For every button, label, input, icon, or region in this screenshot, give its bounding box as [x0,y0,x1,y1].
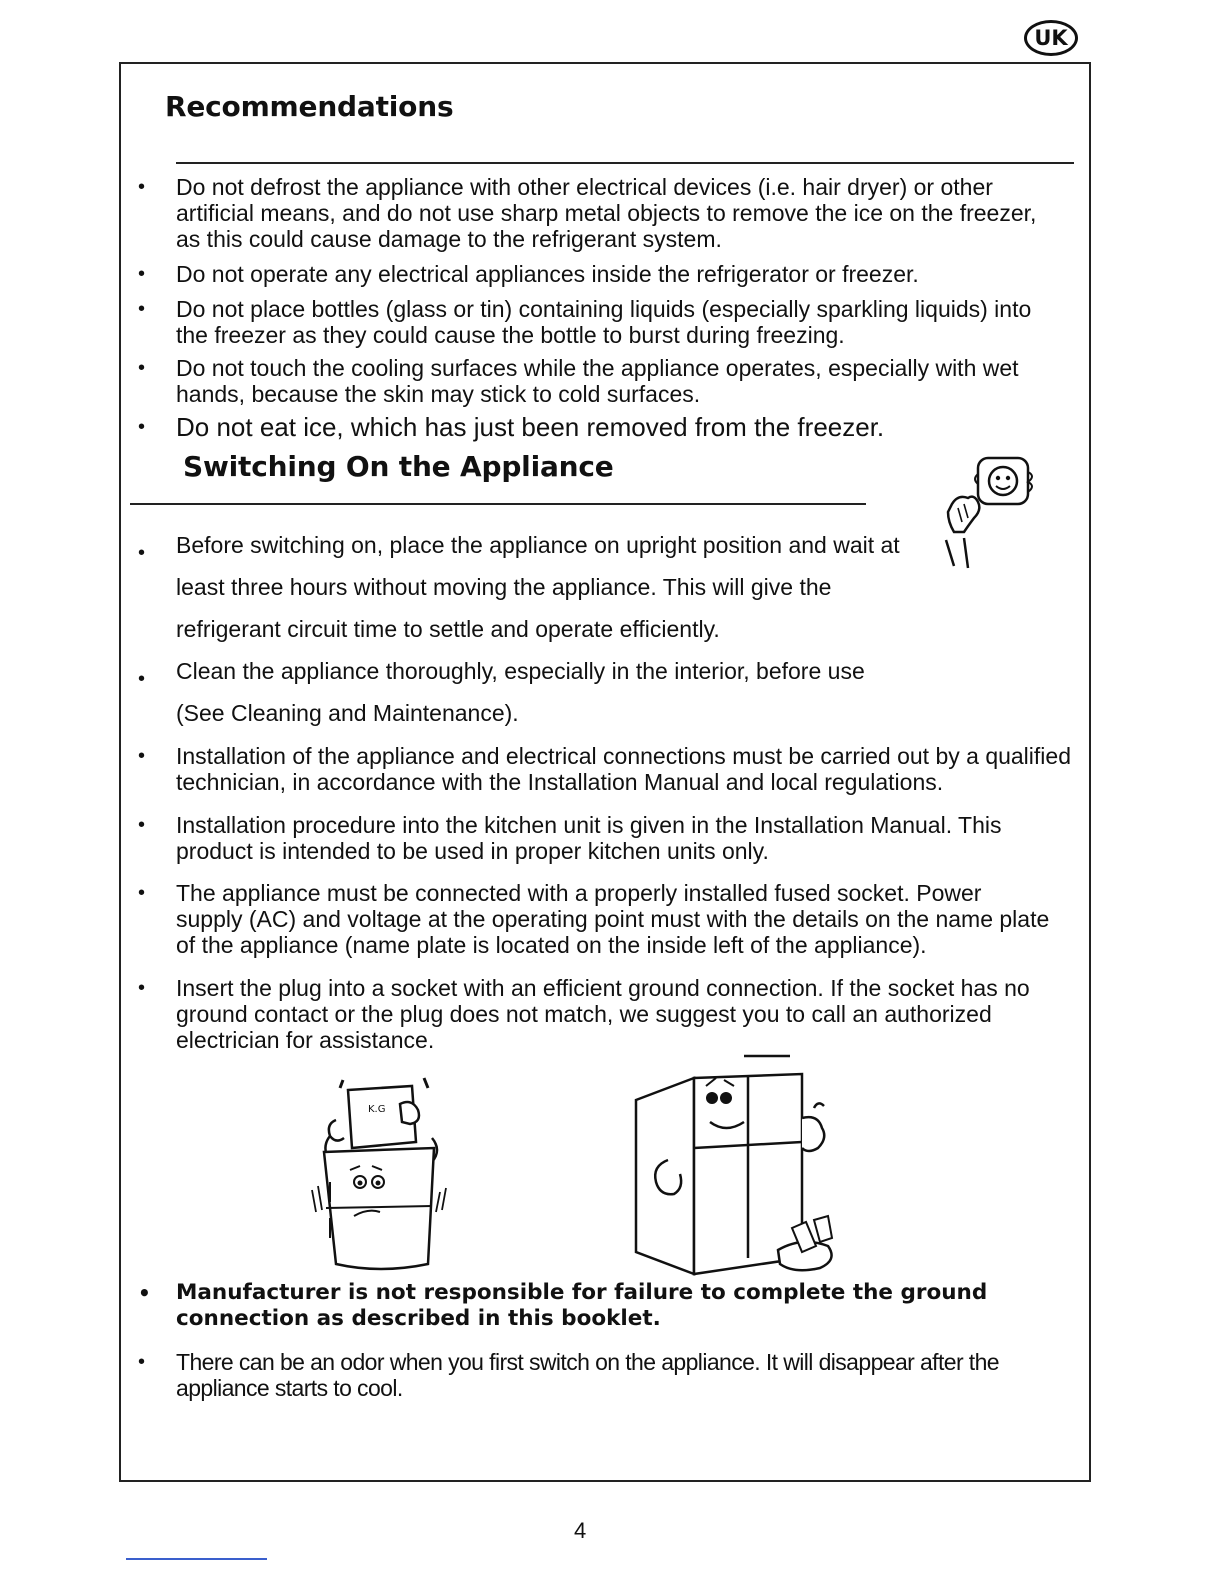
bullet-icon: • [138,1281,151,1305]
bullet-icon: • [138,814,146,836]
list-item: • The appliance must be connected with a properly installed fused socket. Power supply (AC) and voltage at the operating point must with the details on the name plate of the appliance (name plate is located on the inside left of the appliance). [138,880,1050,958]
region-badge: UK [1024,20,1078,56]
list-item: • Before switching on, place the appliance on upright position and wait at least three hours without moving the appliance. This will give the refrigerant circuit time to settle and operate efficiently. [138,532,900,642]
hand-plugging-socket-icon [932,452,1044,572]
upright-fridge-cartoon-icon [628,1052,858,1284]
heading-divider [176,162,1074,164]
heading-divider [130,503,866,505]
list-item: • Manufacturer is not responsible for failure to complete the ground connection as described in this booklet. [138,1280,988,1331]
page-number: 4 [574,1518,587,1543]
list-item: • Installation of the appliance and electrical connections must be carried out by a qualified technician, in accordance with the Installation Manual and local regulations. [138,743,1071,795]
svg-text:K.G: K.G [368,1104,386,1115]
bullet-icon: • [138,977,146,999]
list-item: • Insert the plug into a socket with an efficient ground connection. If the socket has no ground contact or the plug does not match, we suggest you to call an authorized electrician for assistance. [138,975,1030,1053]
bullet-icon: • [138,298,146,320]
bullet-icon: • [138,882,146,904]
bullet-icon: • [138,357,146,379]
list-item: • Do not operate any electrical appliances inside the refrigerator or freezer. [138,261,919,287]
list-item: • Do not eat ice, which has just been removed from the freezer. [138,412,885,442]
switching-on-heading: Switching On the Appliance [183,450,614,483]
list-item: • Do not defrost the appliance with other electrical devices (i.e. hair dryer) or other artificial means, and do not use sharp metal objects to remove the ice on the freezer, as this could cause damage to the refrigerant system. [138,174,1037,252]
footer-link-underline [126,1558,267,1560]
list-item: • There can be an odor when you first switch on the appliance. It will disappear after the appliance starts to cool. [138,1349,999,1401]
bullet-icon: • [138,1351,145,1373]
list-item: • Clean the appliance thoroughly, especially in the interior, before use (See Cleaning and Maintenance). [138,658,865,726]
bullet-icon: • [138,416,146,438]
bullet-icon: • [138,745,146,767]
tilted-fridge-cartoon-icon [300,1074,460,1284]
bullet-icon: • [138,176,146,198]
recommendations-heading: Recommendations [165,90,454,123]
list-item: • Do not touch the cooling surfaces while the appliance operates, especially with wet hands, because the skin may stick to cold surfaces. [138,355,1019,407]
list-item: • Installation procedure into the kitchen unit is given in the Installation Manual. This product is intended to be used in proper kitchen units only. [138,812,1002,864]
bullet-icon: • [138,542,146,564]
bullet-icon: • [138,668,146,690]
bullet-icon: • [138,263,146,285]
list-item: • Do not place bottles (glass or tin) containing liquids (especially sparkling liquids) into the freezer as they could cause the bottle to burst during freezing. [138,296,1032,348]
